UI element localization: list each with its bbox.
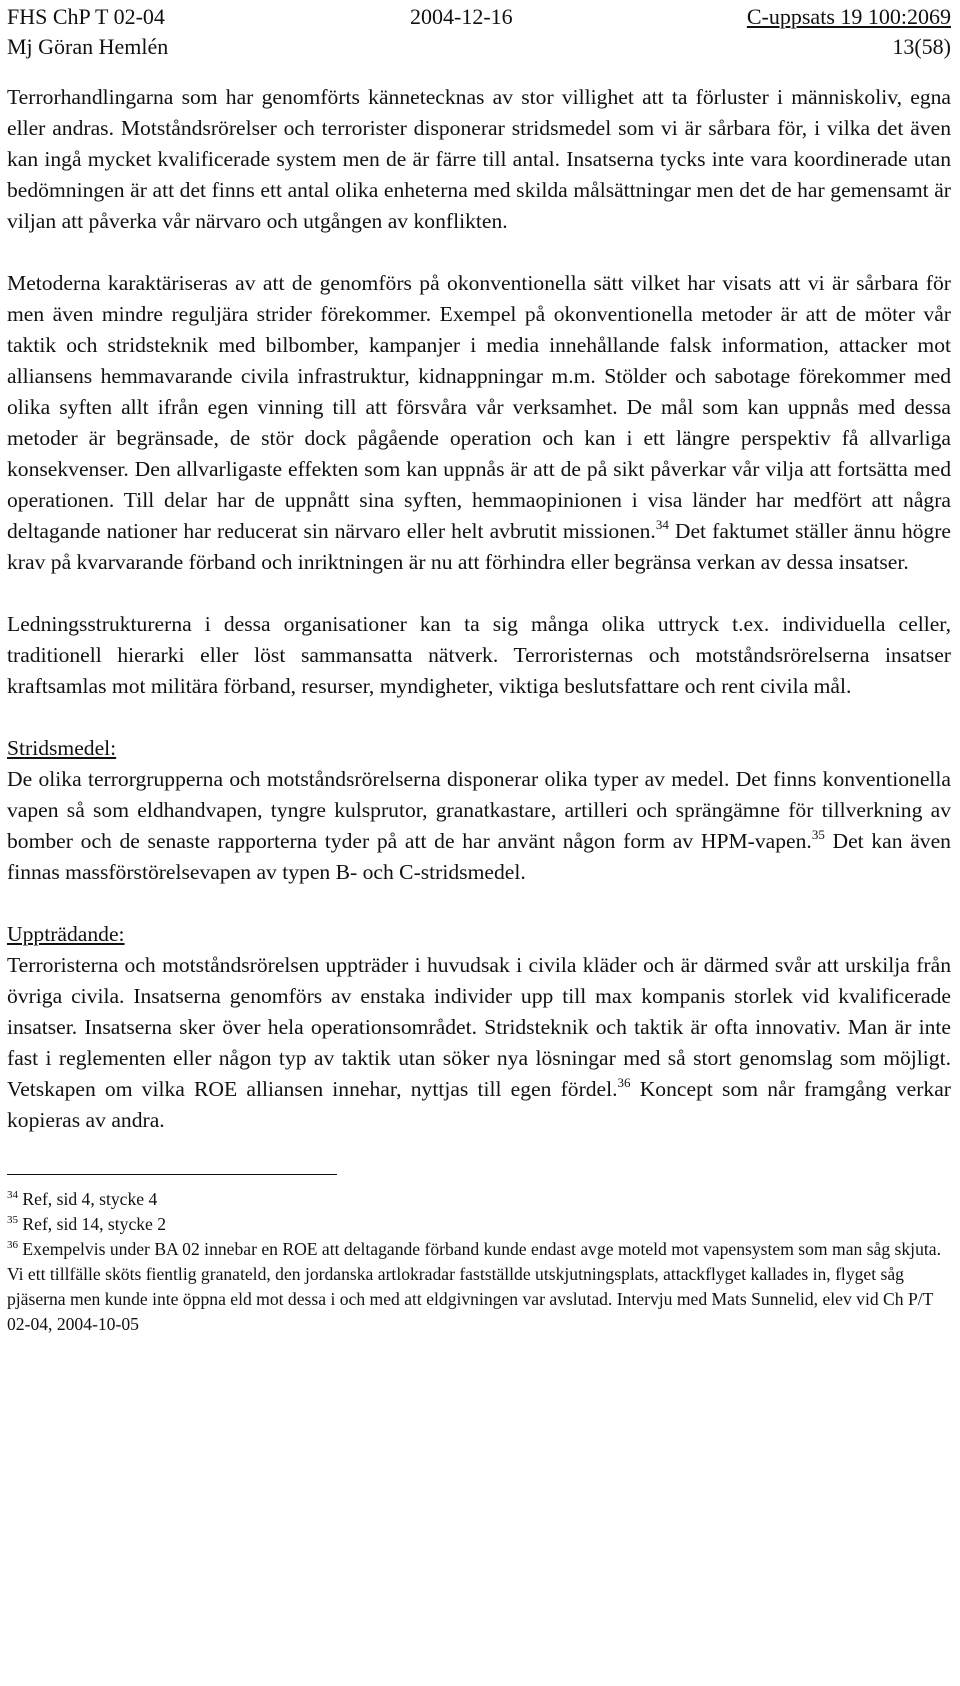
footnote-ref[interactable]: 35 (811, 827, 825, 842)
footnote-ref[interactable]: 36 (617, 1075, 631, 1090)
paragraph-text: Det kan även finnas massförstörelsevapen av typen B- och C-stridsmedel. (7, 829, 951, 884)
footnote (7, 1187, 951, 1212)
section-heading: Uppträdande: (7, 922, 125, 946)
footnote-separator (7, 1174, 337, 1175)
author-name: Mj Göran Hemlén (7, 34, 169, 59)
footnote-ref[interactable]: 34 (655, 517, 669, 532)
footnote-number: 36 (7, 1239, 18, 1251)
paragraph (7, 268, 951, 578)
paragraph-text: Metoderna karaktäriseras av att de genomförs på okonventionella sätt vilket har visats att vi är sårbara för men även mindre reguljära strider förekommer. Exempel på okonventionella metoder är att de möter vår taktik och stridsteknik med bilbomber, kampanjer i media innehållande falsk information, attacker mot alliansens hemmavarande civila infrastruktur, kidnappningar m.m. Stölder och sabotage förekommer med olika syften allt ifrån egen vinning till att försvåra vår verksamhet. De mål som kan uppnås med dessa metoder är begränsade, de stör dock pågående operation och kan i ett längre perspektiv få allvarliga konsekvenser. Den allvarligaste effekten som kan uppnås är att de på sikt påverkar vår vilja att fortsätta med operationen. Till delar har de uppnått sina syften, hemmaopinionen i visa länder har medfört att några deltagande nationer har reducerat sin närvaro eller helt avbrutit missionen. (7, 271, 951, 543)
paragraph-text: De olika terrorgrupperna och motståndsrörelserna disponerar olika typer av medel. Det finns konventionella vapen så som eldhandvapen, tyngre kulsprutor, granatkastare, artilleri och sprängämne för tillverkning av bomber och de senaste rapporterna tyder på att de har använt någon form av HPM-vapen. (7, 767, 951, 853)
footnote-text: Ref, sid 4, stycke 4 (18, 1189, 158, 1209)
paragraph: Ledningsstrukturerna i dessa organisationer kan ta sig många olika uttryck t.ex. individuella celler, traditionell hierarki eller löst sammansatta nätverk. Terroristernas och motståndsrörelserna insatser kraftsamlas mot militära förband, resurser, myndigheter, viktiga beslutsfattare och rent civila mål. (7, 612, 951, 698)
paragraph: Terrorhandlingarna som har genomförts kännetecknas av stor villighet att ta förluster i människoliv, egna eller andras. Motståndsrörelser och terrorister disponerar stridsmedel som vi är sårbara för, i vilka det även kan ingå mycket kvalificerade system men de är färre till antal. Insatserna tycks inte vara koordinerade utan bedömningen är att det finns ett antal olika enheterna med skilda målsättningar men det de har gemensamt är viljan att påverka vår närvaro och utgången av konflikten. (7, 85, 951, 233)
paragraph-text: Det faktumet ställer ännu högre krav på kvarvarande förband och inriktningen är nu att förhindra eller begränsa verkan av dessa insatser. (7, 519, 951, 574)
body-text (7, 82, 951, 1136)
paragraph (7, 764, 951, 888)
section-heading: Stridsmedel: (7, 736, 117, 760)
footnote-number: 35 (7, 1214, 18, 1226)
footnote-text: Exempelvis under BA 02 innebar en ROE att deltagande förband kunde endast avge moteld mot vapensystem som man såg skjuta. Vi ett tillfälle sköts fientlig granateld, den jordanska artlokradar fastställde utskjutningsplats, attackflyget kallades in, flyget såg pjäserna men kunde inte öppna eld mot dessa i och med att eldgivningen var avslutad. Intervju med Mats Sunnelid, elev vid Ch P/T 02-04, 2004-10-05 (7, 1239, 941, 1334)
page-header-row-1 (7, 2, 951, 32)
paragraph-text: Terroristerna och motståndsrörelsen uppträder i huvudsak i civila kläder och är därmed svår att urskilja från övriga civila. Insatserna genomförs av enstaka individer upp till max kompanis storlek vid kvalificerade insatser. Insatserna sker över hela operationsområdet. Stridsteknik och taktik är ofta innovativ. Man är inte fast i reglementen eller någon typ av taktik utan söker nya lösningar med så stort genomslag som möjligt. Vetskapen om vilka ROE alliansen innehar, nyttjas till egen fördel. (7, 953, 951, 1101)
document-link[interactable]: C-uppsats 19 100:2069 (746, 4, 951, 29)
footnote-text: Ref, sid 14, stycke 2 (18, 1214, 167, 1234)
page-header-row-2 (7, 32, 951, 62)
paragraph-text: Koncept som når framgång verkar kopieras av andra. (7, 1077, 951, 1132)
header-date: 2004-12-16 (410, 4, 513, 29)
paragraph (7, 950, 951, 1136)
footnote (7, 1237, 951, 1337)
footnotes (7, 1187, 951, 1337)
page-content (7, 0, 951, 1337)
footnote-number: 34 (7, 1189, 18, 1201)
course-code: FHS ChP T 02-04 (7, 4, 165, 29)
page-number: 13(58) (892, 34, 951, 59)
footnote (7, 1212, 951, 1237)
